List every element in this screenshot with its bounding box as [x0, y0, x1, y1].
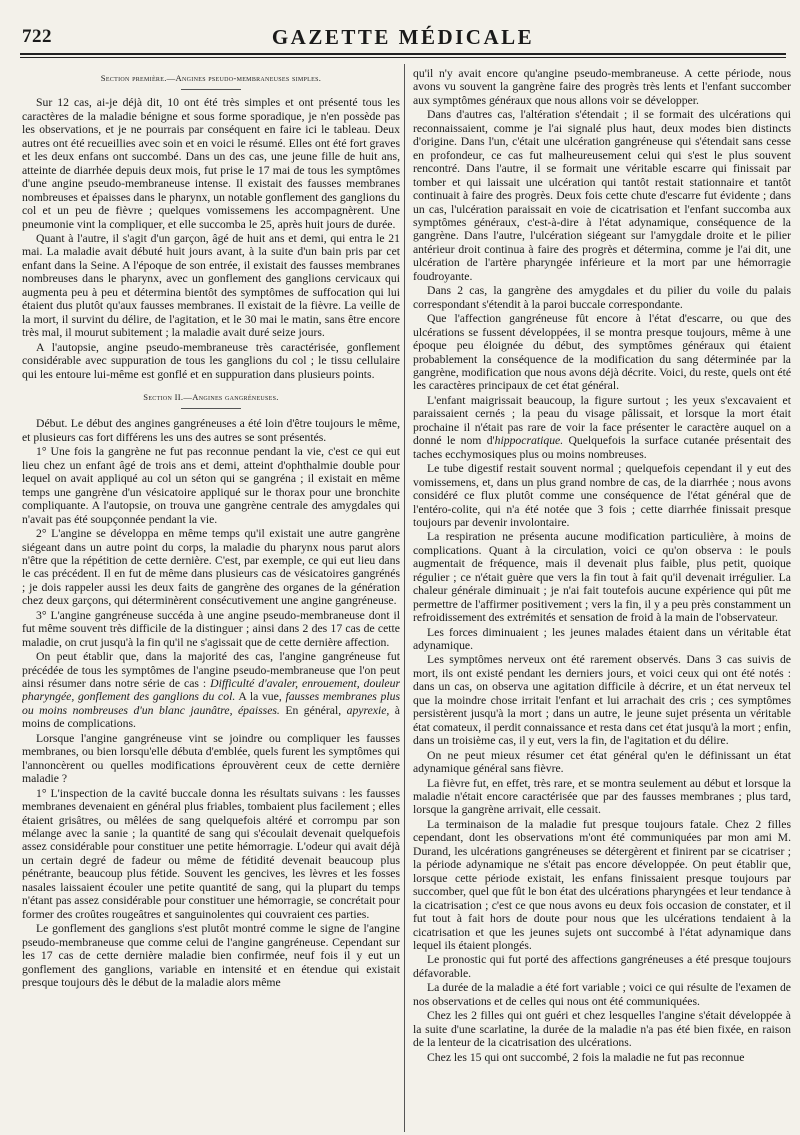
text-run: L'enfant maigrissait beaucoup, la figure surtout ; les yeux s'excavaient et paraissaient cernés ; la peau du visage pâlissait, et lorsque la mort était prochaine il n'était pas rare de voir la face présenter le caractère auquel on a donné le nom d' [413, 393, 791, 448]
paragraph: La respiration ne présenta aucune modification particulière, à moins de complications. Quant à la circulation, voici ce qu'on observa : le pouls augmentait de fréquence, mais il devenait plus faible, plus petit, quoique régulier ; ce n'était guère que vers la fin tout à fait qu'il devenait irrégulier. La chaleur générale diminuait ; je n'ai fait toutefois aucune expérience qui pût me permettre de l'affirmer positivement ; vers la fin, il y a peu près constamment un refroidissement des extrémités et sensation de froid à la main de l'observateur. [413, 530, 791, 625]
paragraph: Le gonflement des ganglions s'est plutôt montré comme le signe de l'angine pseudo-membraneuse que comme celui de l'angine gangréneuse. Cependant sur les 17 cas de cette dernière maladie bien confirmée, neuf fois il y eut un gonflement des ganglions, variable en intensité et en étendue qui existait presque toujours dès le début de la maladie alors même [22, 922, 400, 989]
italic-run: hippocratique. [494, 434, 564, 448]
header-rule-thin [20, 57, 786, 58]
paragraph: Chez les 2 filles qui ont guéri et chez lesquelles l'angine s'était développée à la suite d'une scarlatine, la durée de la maladie n'a pas été bien fixée, en raison de la lenteur de la cicatrisation des ulcérations. [413, 1009, 791, 1050]
text-run: En général, [279, 703, 347, 717]
header-rule [20, 53, 786, 55]
paragraph: 2° L'angine se développa en même temps qu'il existait une autre gangrène siégeant dans un autre point du corps, la maladie du pharynx nous parut alors n'être que la répétition de cette dernière. C'est, par exemple, ce qui eut lieu dans le cas précédent. Il en fut de même dans plusieurs cas de vésicatoires gangrénés ; je dois rappeler aussi les deux faits de gangrène des organes de la génération chez deux garçons, qui déterminèrent consécutivement une angine gangréneuse. [22, 527, 400, 608]
paragraph: 3° L'angine gangréneuse succéda à une angine pseudo-membraneuse dont il fut même souvent très difficile de la distinguer ; ainsi dans 2 des 17 cas de cette maladie, on crut jusqu'à la fin qu'il ne s'agissait que de cette dernière affection. [22, 608, 400, 649]
italic-run: fausses membranes plus ou moins nombreuses d'un blanc jaunâtre, épaisses. [22, 690, 400, 717]
paragraph: La durée de la maladie a été fort variable ; voici ce qui résulte de l'examen de nos observations et de celles qui nous ont été communiquées. [413, 981, 791, 1008]
journal-title: GAZETTE MÉDICALE [271, 25, 535, 49]
text-run: à moins de complications. [22, 703, 400, 731]
italic-run: apyrexie, [346, 703, 390, 717]
page-number: 722 [22, 26, 52, 47]
section-title-1: Section première.—Angines pseudo-membraneuses simples. [22, 72, 400, 90]
paragraph: On ne peut mieux résumer cet état général qu'en le définissant un état adynamique général sans fièvre. [413, 748, 791, 776]
paragraph: La fièvre fut, en effet, très rare, et se montra seulement au début et lorsque la maladie n'était encore caractérisée que par des fausses membranes ; plus tard, lorsque la gangrène arrivait, elle cessait. [413, 776, 791, 817]
paragraph: Sur 12 cas, ai-je déjà dit, 10 ont été très simples et ont présenté tous les caractères de la maladie bénigne et sous forme sporadique, je n'en possède pas les observations, et je ne pourrais par conséquent en faire ici le tableau. Deux autres ont été recueillies avec soin et en voici le résumé. Elles ont été fort graves et les deux enfans ont succombé. Dans un des cas, une jeune fille de huit ans, atteinte de diarrhée depuis deux mois, fut prise le 17 mai de tous les symptômes d'une angine pseudo-membraneuse intense. Il existait des fausses membranes nombreuses et épaisses dans le pharynx, un notable gonflement des ganglions du col et un peu de fièvre ; quelques vomissemens les accompagnèrent. Une pneumonie vint la compliquer, et elle succomba le 25, après huit jours de durée. [22, 96, 400, 231]
paragraph: Que l'affection gangréneuse fût encore à l'état d'escarre, ou que des ulcérations se fussent développées, il se montra presque toujours, même à une époque peu éloignée du début, des symptômes généraux qui étaient probablement la conséquence de la modification du sang déterminée par la gangrène, modification que nous avons déjà décrite. Voici, du reste, quels ont été les caractères principaux de cet état général. [413, 312, 791, 393]
paragraph: Les forces diminuaient ; les jeunes malades étaient dans un véritable état adynamique. [413, 625, 791, 653]
paragraph: Début. Le début des angines gangréneuses a été loin d'être toujours le même, et plusieurs cas fort différens les uns des autres se sont présentés. [22, 417, 400, 444]
left-column [22, 64, 400, 1132]
paragraph [22, 650, 400, 731]
paragraph: A l'autopsie, angine pseudo-membraneuse très caractérisée, gonflement considérable avec suppuration de tous les ganglions du col ; le tissu cellulaire qui les entoure lui-même est gonflé et en suppuration dans plusieurs points. [22, 340, 400, 381]
text-run: On peut établir que, dans la majorité des cas, l'angine gangréneuse fut précédée de tous les symptômes de l'angine pseudo-membraneuse que l'on peut ainsi résumer dans notre série de cas : [22, 650, 400, 691]
paragraph: Chez les 15 qui ont succombé, 2 fois la maladie ne fut pas reconnue [427, 1050, 745, 1064]
section-title-2: Section II.—Angines gangréneuses. [22, 391, 400, 409]
paragraph: Dans 2 cas, la gangrène des amygdales et du pilier du voile du palais correspondant s'étendit à la paroi buccale correspondante. [413, 284, 791, 311]
paragraph: Dans d'autres cas, l'altération s'étendait ; il se formait des ulcérations qui reconnaissaient, comme je l'ai signalé plus haut, deux modes bien distincts d'origine. Dans l'un, c'était une ulcération gangréneuse qui s'étendait sans cesse en profondeur, ce cas fut malheureusement celui qui s'est le plus souvent rencontré. Dans l'autre, il se formait une véritable escarre qui finissait par tomber et qui laissait une ulcération qui tantôt restait stationnaire et tantôt continuait à faire des progrès. Deux fois cette chute d'escarre fut évidente ; dans un cas, l'ulcération paraissait en voie de cicatrisation et l'enfant succomba aux symptômes généraux, c'est-à-dire à l'état adynamique, conséquence de la gangrène. Dans l'autre, l'ulcération siégeant sur l'amygdale droite et le pilier antérieur droit continua à faire des progrès et détermina, comme je l'ai dit, une ulcération de l'artère pharyngée inférieure et la mort par une hémorragie foudroyante. [413, 108, 791, 283]
paragraph: La terminaison de la maladie fut presque toujours fatale. Chez 2 filles cependant, dont les observations m'ont été communiquées par mon ami M. Durand, les ulcérations gangréneuses se détergèrent et finirent par se cicatriser ; la période adynamique ne s'était pas encore développée. On peut établir que, lorsque cette période existait, les enfans finissaient presque toujours par succomber, quel que fût le bon état des ulcérations pharyngées et leur tendance à la cicatrisation ; c'est ce que nous avons eu deux fois occasion de constater, et il fut tout à fait hors de doute pour nous que les ulcérations tendaient à la cicatrisation et que les jeunes sujets ont succombé à l'état adynamique dans lequel ils étaient plongés. [413, 817, 791, 952]
paragraph: 1° Une fois la gangrène ne fut pas reconnue pendant la vie, c'est ce qui eut lieu chez un enfant âgé de trois ans et demi, atteint d'ophthalmie double pour lequel on avait appliqué au col un séton qui se gangréna ; il existait en même temps une gangrène d'un vésicatoire appliqué sur le thorax pour une bronchite compliquante. A l'autopsie, on trouva une gangrène centrale des amygdales qui n'avait pas été soupçonnée pendant la vie. [22, 445, 400, 526]
paragraph: Quant à l'autre, il s'agit d'un garçon, âgé de huit ans et demi, qui entra le 21 mai. La maladie avait débuté huit jours avant, à la suite d'un bain pris par cet enfant dans la Seine. A l'époque de son entrée, il existait des fausses membranes nombreuses dans le pharynx, avec un gonflement des ganglions cervicaux qui augmenta peu à peu et détermina bientôt des symptômes de suffocation qui lui étaient dus plutôt qu'aux fausses membranes. Il existait de la fièvre. La veille de la mort, il survint du délire, de l'agitation, et le 30 mai le matin, sans être encore très mal, il mourut subitement ; la maladie avait duré seize jours. [22, 231, 400, 340]
paragraph: Les symptômes nerveux ont été rarement observés. Dans 3 cas suivis de mort, ils ont existé pendant les derniers jours, et voici ceux qui ont été notés : dans un cas, on observa une agitation difficile à décrire, et un état nerveux tel que la moindre chose irritait l'enfant et lui arrachait des cris ; ces symptômes persistèrent jusqu'à la mort ; dans un autre, le jeune sujet présenta un véritable état comateux, il perdit connaissance et resta dans cet état jusqu'à la mort ; enfin, dans un troisième cas, il y eut, vers la fin, de l'agitation et du délire. [413, 653, 791, 748]
paragraph: Le pronostic qui fut porté des affections gangréneuses a été presque toujours défavorable. [413, 953, 791, 980]
paragraph: 1° L'inspection de la cavité buccale donna les résultats suivans : les fausses membranes devenaient en général plus friables, tombaient plus facilement ; elles étaient grisâtres, ou mêlées de sang quelquefois altéré et corrompu par son mélange avec la sanie ; la quantité de sang qui s'écoulait devenait quelquefois assez considérable pour constituer une petite hémorragie. L'odeur qui avait déjà un certain degré de fadeur ou même de fétidité devenait beaucoup plus pénétrante, beaucoup plus fétide. Souvent les gencives, les lèvres et les fosses nasales laissaient écouler une petite quantité de sang, qui la plupart du temps n'étant pas assez considérable pour constituer une hémorragie, se concrétait pour former des croûtes rougeâtres et sanguinolentes qui couvraient ces parties. [22, 786, 400, 921]
text-run: A la vue, [235, 690, 286, 704]
paragraph: Lorsque l'angine gangréneuse vint se joindre ou compliquer les fausses membranes, ou bien lorsqu'elle débuta d'emblée, quels furent les symptômes qui l'annoncèrent ou quelles modifications éprouvèrent ceux de cette dernière maladie ? [22, 731, 400, 786]
text-run: Quelquefois la surface cutanée présentait des taches ecchymosiques plus ou moins nombreuses. [413, 434, 791, 461]
italic-run: Difficulté d'avaler, enrouement, douleur pharyngée, gonflement des ganglions du col. [22, 677, 400, 704]
right-column [413, 67, 791, 1135]
paragraph [413, 394, 791, 461]
page-header [20, 22, 786, 50]
paragraph: Le tube digestif restait souvent normal ; quelquefois cependant il y eut des vomissemens, et, dans un plus grand nombre de cas, de la diarrhée ; nous avons considéré ce flux plutôt comme une conséquence de l'état général que de l'entéro-colite, qui n'a été notée que 3 fois ; cette diarrhée finissait presque toujours par devenir involontaire. [413, 462, 791, 529]
paragraph: qu'il n'y avait encore qu'angine pseudo-membraneuse. A cette période, nous avons vu souvent la gangrène faire des progrès très lents et l'enfant succomber aux symptômes généraux que nous allons voir se développer. [413, 67, 791, 107]
column-divider [404, 64, 405, 1132]
